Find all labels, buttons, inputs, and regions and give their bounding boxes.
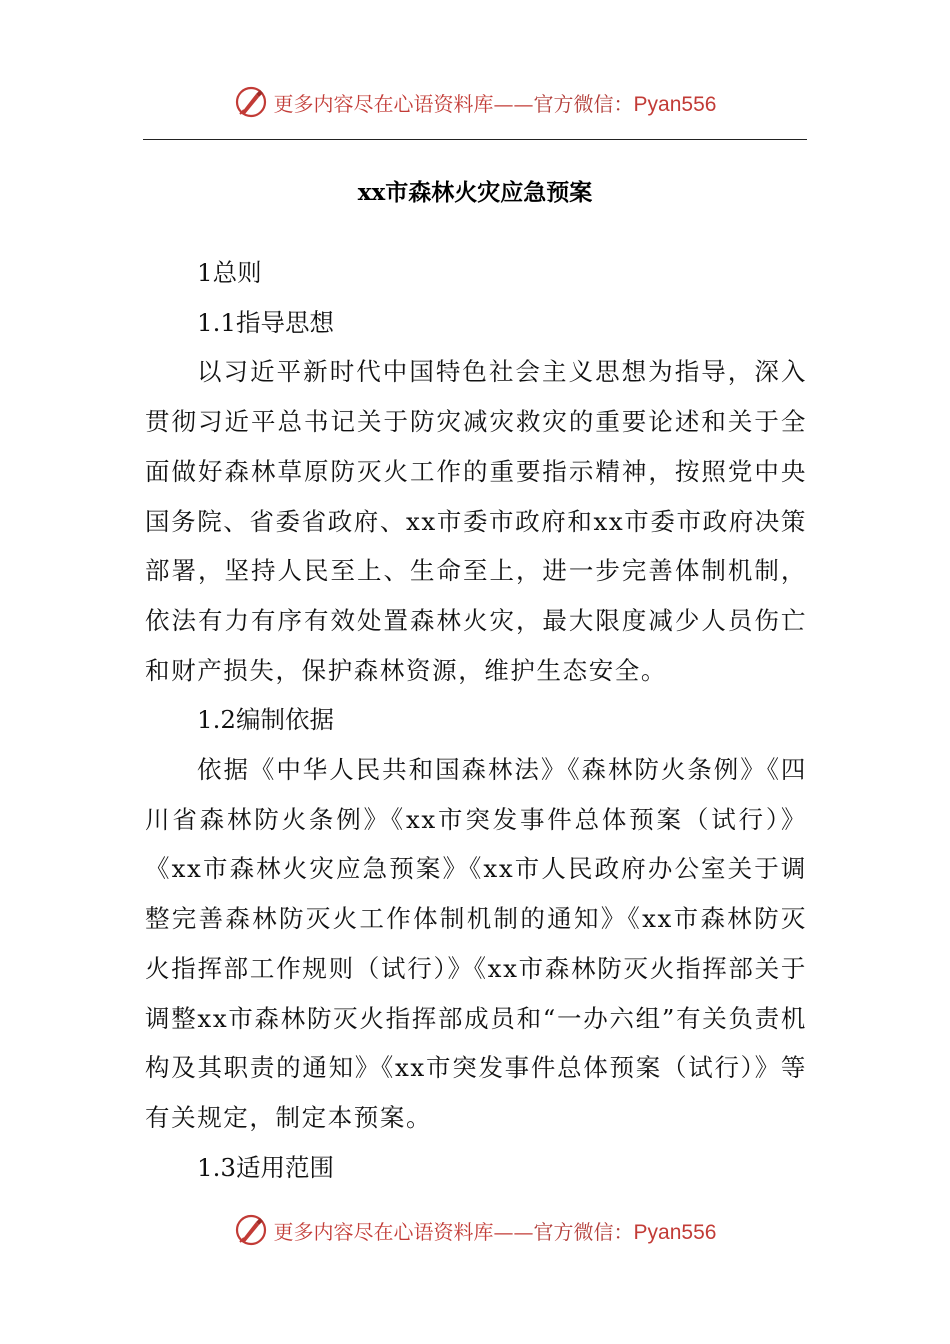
watermark-wechat-id: Pyan556 [633, 1220, 717, 1244]
section-heading: 1.1指导思想 [197, 307, 334, 337]
watermark-wechat-id: Pyan556 [633, 92, 717, 116]
header-watermark [0, 80, 950, 124]
section-heading: 1.3适用范围 [197, 1152, 334, 1182]
watermark-label: 官方微信： [533, 91, 634, 116]
watermark-text [274, 88, 717, 117]
document-title: xx市森林火灾应急预案 [357, 179, 593, 206]
watermark-main: 更多内容尽在心语资料库 [273, 91, 494, 116]
footer-watermark [0, 1208, 950, 1252]
watermark-separator: —— [493, 91, 534, 116]
section-heading: 1总则 [197, 258, 262, 287]
body-paragraph: 以习近平新时代中国特色社会主义思想为指导，深入贯彻习近平总书记关于防灾减灾救灾的重要论述和关于全面做好森林草原防灭火工作的重要指示精神，按照党中央国务院、省委省政府、xx市委市政府和xx市委市政府决策部署，坚持人民至上、生命至上，进一步完善体制机制，依法有力有序有效处置森林火灾，最大限度减少人员伤亡和财产损失，保护森林资源，维护生态安全。 [145, 357, 807, 685]
section-heading: 1.2编制依据 [197, 705, 334, 735]
document-body [145, 248, 807, 1192]
watermark-separator: —— [493, 1219, 534, 1244]
watermark-main: 更多内容尽在心语资料库 [273, 1219, 494, 1244]
watermark-label: 官方微信： [533, 1219, 634, 1244]
body-paragraph: 依据《中华人民共和国森林法》《森林防火条例》《四川省森林防火条例》《xx市突发事件总体预案（试行）》《xx市森林火灾应急预案》《xx市人民政府办公室关于调整完善森林防灭火工作体制机制的通知》《xx市森林防灭火指挥部工作规则（试行）》《xx市森林防灭火指挥部关于调整xx市森林防灭火指挥部成员和“一办六组”有关负责机构及其职责的通知》《xx市突发事件总体预案（试行）》等有关规定，制定本预案。 [145, 755, 807, 1132]
watermark-text [274, 1216, 717, 1245]
pen-logo-icon [234, 1213, 268, 1247]
pen-logo-icon [234, 85, 268, 119]
header-divider [143, 139, 807, 140]
